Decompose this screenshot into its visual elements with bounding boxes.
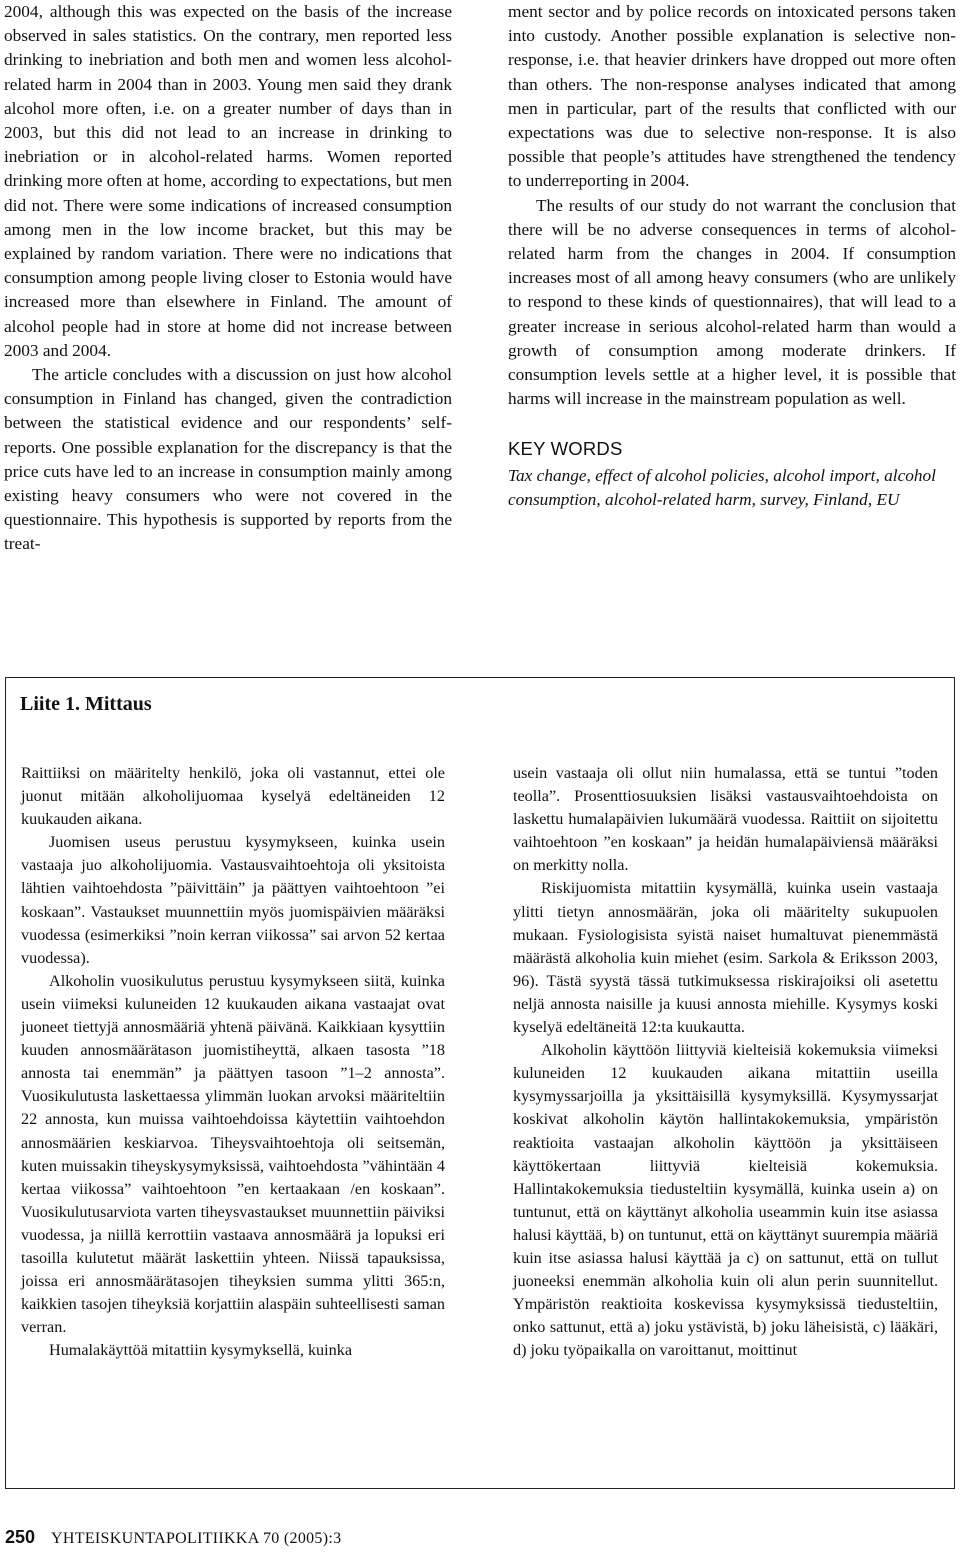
appendix-paragraph: Raittiiksi on määritelty henkilö, joka oli vastannut, ettei ole juonut mitään alkoholijuomaa kyselyä edeltäneiden 12 kuukauden aikana. <box>21 764 445 829</box>
appendix-box <box>5 677 955 1489</box>
appendix-column-right <box>513 762 938 1362</box>
article-column-right <box>508 0 956 512</box>
appendix-paragraph: Riskijuomista mitattiin kysymällä, kuinka usein vastaaja ylitti tietyn annosmäärän, joka oli määritelty sukupuolen mukaan. Fysiologisista syistä naiset humaltuvat pienemmästä määrästä alkoholia kuin miehet (esim. Sarkola & Eriksson 2003, 96). Tästä syystä tässä tutkimuksessa riskirajoiksi oli asetettu neljä annosta naisille ja kuusi annosta miehille. Kysymys koski kyselyä edeltäneitä 12:ta kuukautta. <box>513 879 938 1037</box>
appendix-paragraph: Alkoholin vuosikulutus perustuu kysymykseen siitä, kuinka usein viimeksi kuluneiden 12 kuukauden aikana vastaajat ovat juoneet tiettyjä annosmääriä yhtenä päivänä. Kaikkiaan kysyttiin kuuden annosmäärätason juomistiheyttä, alkaen tasosta ”18 annosta tai enemmän” ja päättyen tasoon ”1–2 annosta”. Vuosikulutusta laskettaessa ylimmän luokan arvoksi määriteltiin 22 annosta, kun muissa vaihtoehdoissa käytettiin vaihtoehdon annosmäärien keskiarvoa. Tiheysvaihtoehtoja oli seitsemän, kuten muissakin tiheyskysymyksissä, vaihtoehdosta ”vähintään 4 kertaa viikossa” vaihtoehtoon ”en kertaakaan /en koskaan”. Vuosikulutusarviota varten tiheysvastaukset muunnettiin päiviksi vuodessa, ja niillä kerrottiin vastaava annosmäärä ja lopuksi eri tasoilla kulutetut määrät laskettiin yhteen. Niissä tapauksissa, joissa eri annosmäärätasojen tiheyksien summa ylitti 365:n, kaikkien tasojen tiheyksiä korjattiin alaspäin suhteellisesti saman verran. <box>21 971 445 1337</box>
appendix-title: Liite 1. Mittaus <box>20 693 152 715</box>
journal-name: YHTEISKUNTAPOLITIIKKA 70 (2005):3 <box>51 1530 342 1547</box>
body-paragraph: 2004, although this was expected on the basis of the increase observed in sales statistics. On the contrary, men reported less drinking to inebriation and both men and women less alcohol-related harm in 2004 than in 2003. Young men said they drank alcohol more often, i.e. on a greater number of days than in 2003, but this did not lead to an increase in drinking to inebriation or in alcohol-related harms. Women reported drinking more often at home, according to expectations, but men did not. There were some indications of increased consumption among men in the low income bracket, but this may be explained by random variation. There were no indications that consumption among people living closer to Estonia would have increased more than elsewhere in Finland. The amount of alcohol people had in store at home did not increase between 2003 and 2004. <box>4 2 452 360</box>
page-footer <box>5 1527 945 1553</box>
appendix-paragraph: usein vastaaja oli ollut niin humalassa, että se tuntui ”toden teolla”. Prosenttiosuuksien lisäksi vastausvaihtoehdoista on laskettu humalapäivien lukumäärä vuodessa. Raittiit on sijoitettu vaihtoehtoon ”en koskaan” ja heidän humalapäiviensä määräksi on merkitty nolla. <box>513 764 938 875</box>
keywords-list: Tax change, effect of alcohol policies, alcohol import, alcohol consumption, alcohol-related harm, survey, Finland, EU <box>508 465 936 509</box>
article-column-left <box>4 0 452 557</box>
page-number: 250 <box>5 1527 36 1547</box>
appendix-paragraph: Alkoholin käyttöön liittyviä kielteisiä kokemuksia viimeksi kuluneiden 12 kuukauden aikana mitattiin useilla kysymyssarjoilla ja yksittäisillä kysymyksillä. Kysymyssarjat koskivat alkoholin käytön hallintakokemuksia, ympäristön reaktioita vastaajan alkoholin käyttöön ja yksittäiseen käyttökertaan liittyviä kielteisiä kokemuksia. Hallintakokemuksia tiedusteltiin kysymällä, kuinka usein a) on tuntunut, että on käyttänyt alkoholia useammin kuin itse asiassa halusi käyttää, b) on tuntunut, että on käyttänyt suurempia määriä kuin itse asiassa halusi käyttää ja c) on sattunut, että on tullut juoneeksi enemmän alkoholia kuin oli alun perin suunnitellut. Ympäristön reaktioita koskevissa kysymyksissä tiedusteltiin, onko sattunut, että a) joku ystävistä, b) joku läheisistä, c) lääkäri, d) joku työpaikalla on varoittanut, moittinut <box>513 1041 938 1360</box>
body-paragraph: The results of our study do not warrant the conclusion that there will be no adverse consequences in terms of alcohol-related harm from the changes in 2004. If consumption increases most of all among heavy consumers (who are unlikely to respond to these kinds of questionnaires), that will lead to a greater increase in serious alcohol-related harm than would a growth of consumption among moderate drinkers. If consumption levels settle at a higher level, it is possible that harms will increase in the mainstream population as well. <box>508 195 956 409</box>
keywords-heading: KEY WORDS <box>508 438 623 460</box>
appendix-paragraph: Humalakäyttöä mitattiin kysymyksellä, kuinka <box>49 1341 353 1360</box>
body-paragraph: ment sector and by police records on intoxicated persons taken into custody. Another possible explanation is selective non-response, i.e. that heavier drinkers have dropped out more often than others. The non-response analyses indicated that among men in particular, part of the results that conflicted with our expectations was due to selective non-response. It is also possible that people’s attitudes have strengthened the tendency to underreporting in 2004. <box>508 2 956 191</box>
appendix-column-left <box>21 762 445 1362</box>
body-paragraph: The article concludes with a discussion on just how alcohol consumption in Finland has changed, given the contradiction between the statistical evidence and our respondents’ self-reports. One possible explanation for the discrepancy is that the price cuts have led to an increase in consumption mainly among existing heavy consumers who were not covered in the questionnaire. This hypothesis is supported by reports from the treat- <box>4 365 452 554</box>
appendix-paragraph: Juomisen useus perustuu kysymykseen, kuinka usein vastaaja juo alkoholijuomia. Vastausvaihtoehtoja oli yksitoista lähtien vaihtoehdosta ”päivittäin” ja päättyen vaihtoehtoon ”ei koskaan”. Vastaukset muunnettiin myös juomispäivien määräksi vuodessa (esimerkiksi ”noin kerran viikossa” sai arvon 52 kertaa vuodessa). <box>21 833 445 967</box>
